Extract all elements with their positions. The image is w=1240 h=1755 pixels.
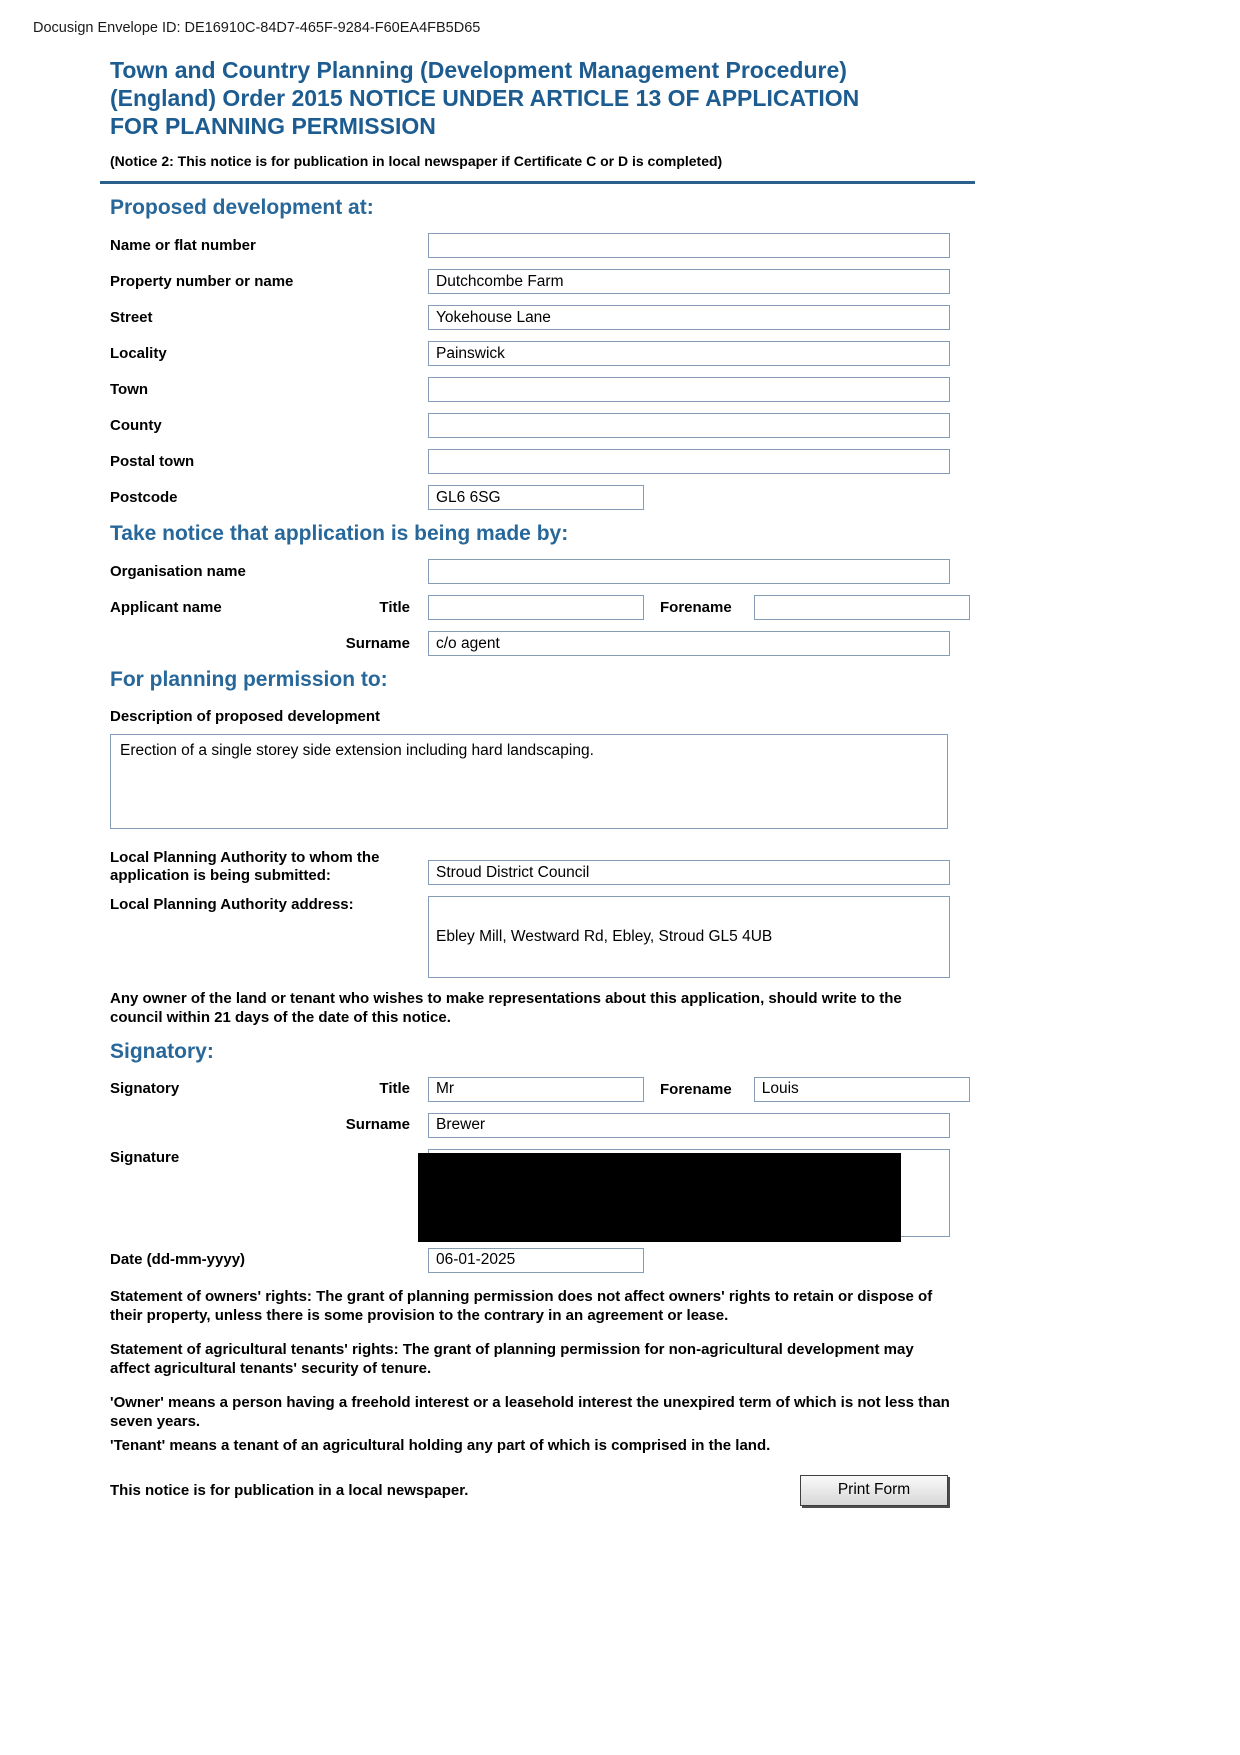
field-row-postcode	[110, 485, 950, 510]
town-label: Town	[110, 380, 149, 398]
street-input[interactable]	[428, 305, 950, 330]
publication-note: This notice is for publication in a local newspaper.	[110, 1481, 469, 1499]
locality-label: Locality	[110, 344, 167, 362]
header-divider	[100, 181, 975, 184]
field-row-postal-town	[110, 449, 950, 474]
street-label: Street	[110, 308, 153, 326]
form-title: Town and Country Planning (Development Management Procedure) (England) Order 2015 NOTICE UNDER ARTICLE 13 OF APPLICATION FOR PLANNING PERMISSION	[110, 57, 860, 140]
signatory-forename-label: Forename	[660, 1080, 732, 1098]
applicant-title-label: Title	[379, 598, 410, 616]
town-input[interactable]	[428, 377, 950, 402]
applicant-name-label-group	[110, 599, 428, 617]
owner-definition: 'Owner' means a person having a freehold interest or a leasehold interest the unexpired term of which is not less than seven years.	[110, 1394, 950, 1431]
field-row-property	[110, 269, 950, 294]
locality-input[interactable]	[428, 341, 950, 366]
field-row-county	[110, 413, 950, 438]
signatory-forename-input[interactable]	[754, 1077, 970, 1102]
notice-subtitle: (Notice 2: This notice is for publication in local newspaper if Certificate C or D is completed)	[110, 153, 723, 170]
signatory-surname-label: Surname	[345, 1116, 410, 1134]
date-input[interactable]	[428, 1248, 644, 1273]
postcode-label: Postcode	[110, 488, 178, 506]
print-form-button[interactable]: Print Form	[800, 1475, 948, 1506]
date-label: Date (dd-mm-yyyy)	[110, 1251, 246, 1269]
section-signatory: Signatory:	[110, 1039, 214, 1063]
postal-town-label: Postal town	[110, 452, 195, 470]
applicant-title-input[interactable]	[428, 595, 644, 620]
field-row-lpa-address	[110, 896, 950, 978]
applicant-name-label: Applicant name	[110, 598, 222, 616]
lpa-address-field[interactable]: Ebley Mill, Westward Rd, Ebley, Stroud GL5 4UB	[428, 896, 950, 978]
signatory-label: Signatory	[110, 1080, 180, 1098]
description-label: Description of proposed development	[110, 708, 381, 726]
applicant-forename-label: Forename	[660, 599, 732, 617]
property-input[interactable]	[428, 269, 950, 294]
applicant-forename-input[interactable]	[754, 595, 970, 620]
footer-row	[110, 1475, 948, 1506]
signatory-title-input[interactable]	[428, 1077, 644, 1102]
county-input[interactable]	[428, 413, 950, 438]
owners-rights-statement: Statement of owners' rights: The grant of planning permission does not affect owners' rights to retain or dispose of their property, unless there is some provision to the contrary in an agreement or lease.	[110, 1287, 933, 1324]
applicant-surname-input[interactable]	[428, 631, 950, 656]
owner-representation-notice: Any owner of the land or tenant who wishes to make representations about this application, should write to the council within 21 days of the date of this notice.	[110, 990, 902, 1027]
field-row-street	[110, 305, 950, 330]
field-row-town	[110, 377, 950, 402]
form-content	[110, 56, 950, 1506]
field-row-signature	[110, 1149, 950, 1237]
field-row-lpa	[110, 849, 950, 885]
field-row-name-or-flat	[110, 233, 950, 258]
applicant-surname-label: Surname	[345, 634, 410, 652]
field-row-locality	[110, 341, 950, 366]
signatory-title-label: Title	[379, 1080, 410, 1098]
postcode-input[interactable]	[428, 485, 644, 510]
section-applicant: Take notice that application is being made by:	[110, 522, 569, 546]
signature-field[interactable]	[428, 1149, 950, 1237]
field-row-signatory-surname	[110, 1113, 950, 1138]
postal-town-input[interactable]	[428, 449, 950, 474]
field-row-organisation	[110, 559, 950, 584]
signatory-surname-input[interactable]	[428, 1113, 950, 1138]
organisation-input[interactable]	[428, 559, 950, 584]
signature-redaction	[418, 1153, 901, 1242]
county-label: County	[110, 416, 162, 434]
organisation-label: Organisation name	[110, 562, 246, 580]
lpa-input[interactable]	[428, 860, 950, 885]
signatory-label-group	[110, 1080, 428, 1098]
name-or-flat-label: Name or flat number	[110, 236, 256, 254]
field-row-applicant-surname	[110, 631, 950, 656]
section-proposed-development: Proposed development at:	[110, 196, 374, 220]
tenant-definition: 'Tenant' means a tenant of an agricultural holding any part of which is comprised in the land.	[110, 1436, 771, 1454]
docusign-envelope-id: Docusign Envelope ID: DE16910C-84D7-465F-9284-F60EA4FB5D65	[33, 20, 481, 36]
lpa-address-label: Local Planning Authority address:	[110, 896, 354, 914]
field-row-applicant-name	[110, 595, 950, 620]
description-field[interactable]: Erection of a single storey side extension including hard landscaping.	[110, 734, 948, 829]
name-or-flat-input[interactable]	[428, 233, 950, 258]
signature-label: Signature	[110, 1148, 180, 1166]
lpa-label: Local Planning Authority to whom the application is being submitted:	[110, 849, 380, 885]
field-row-date	[110, 1248, 950, 1273]
field-row-signatory-name	[110, 1077, 950, 1102]
agricultural-tenants-statement: Statement of agricultural tenants' rights: The grant of planning permission for non-agricultural development may affect agricultural tenants' security of tenure.	[110, 1340, 914, 1378]
section-permission: For planning permission to:	[110, 668, 388, 692]
property-label: Property number or name	[110, 272, 294, 290]
